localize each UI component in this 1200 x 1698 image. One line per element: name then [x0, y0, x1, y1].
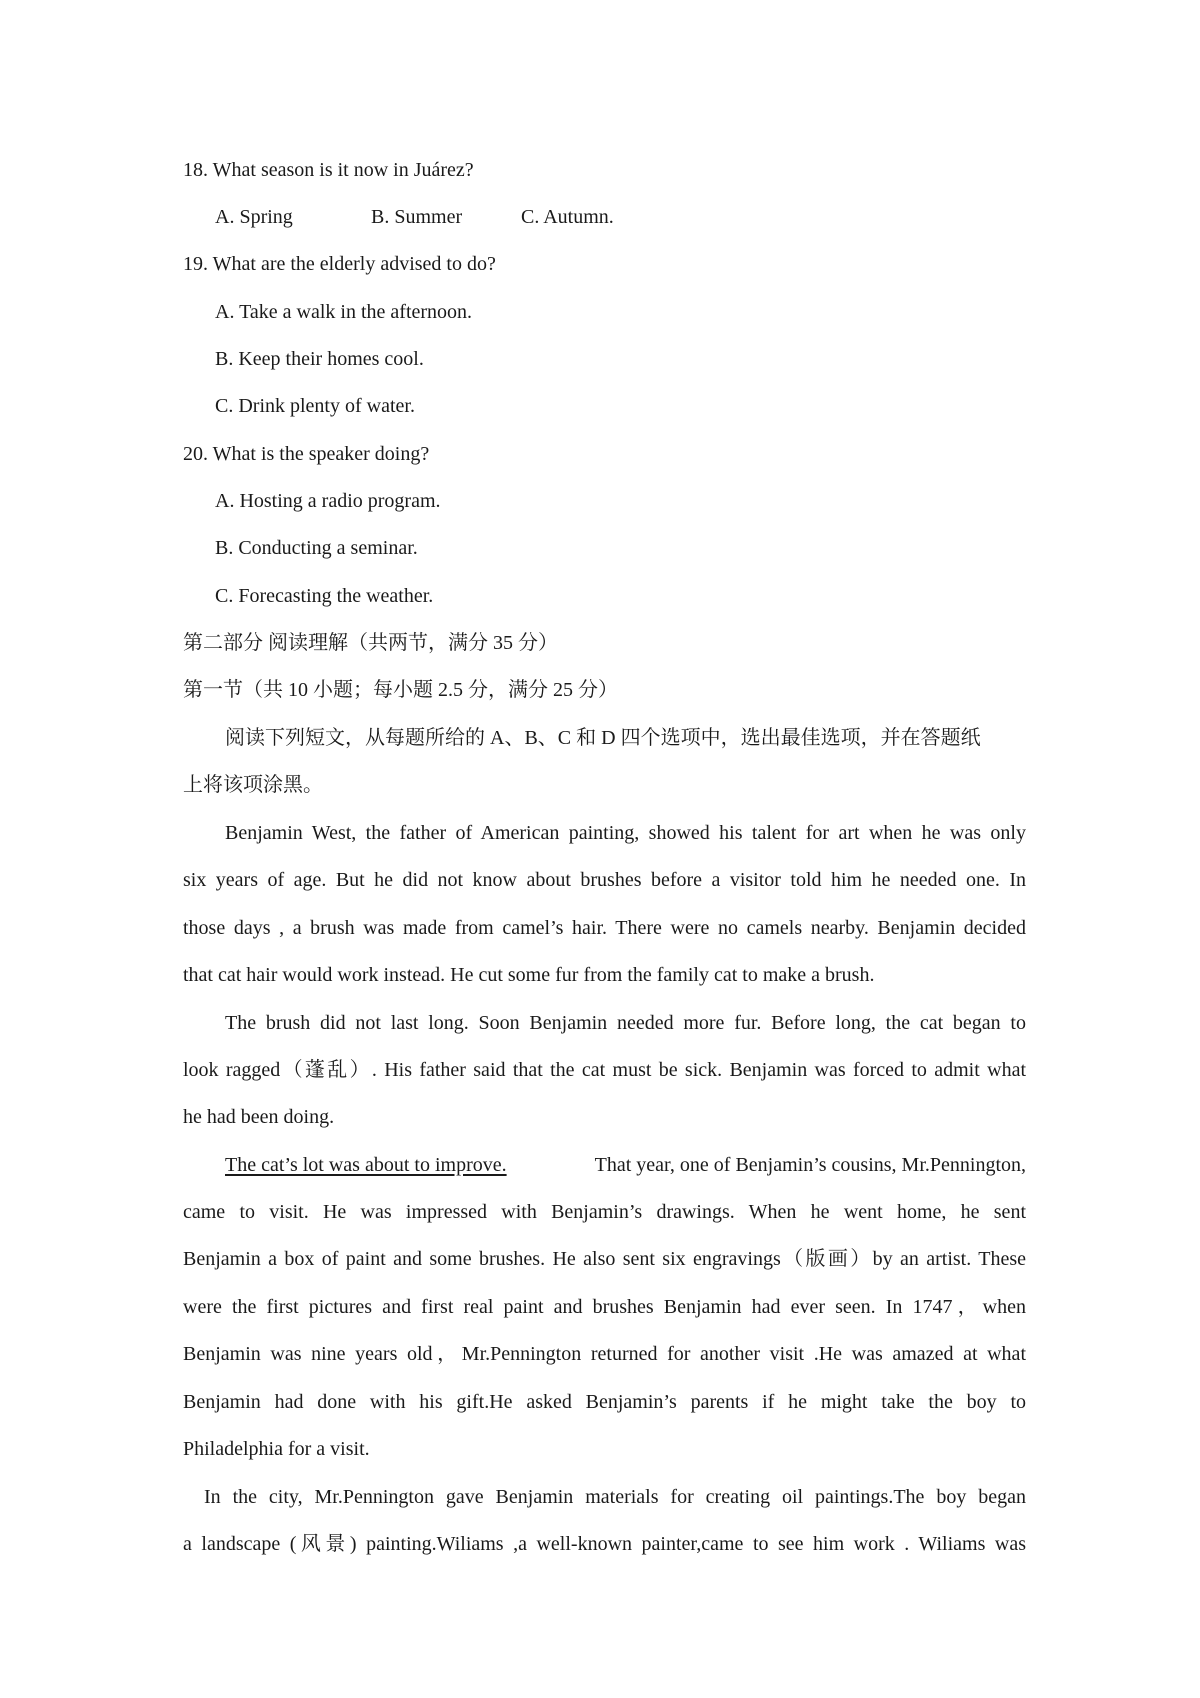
q19-option-c: C. Drink plenty of water.: [215, 395, 415, 417]
instruction-line-1: 阅读下列短文，从每题所给的 A、B、C 和 D 四个选项中，选出最佳选项，并在答题纸: [225, 727, 981, 749]
question-20: 20. What is the speaker doing?: [183, 443, 430, 465]
paragraph-3-line-5: Benjamin was nine years old，Mr.Pennington returned for another visit .He was amazed at what: [183, 1343, 1026, 1365]
paragraph-2-line-1: The brush did not last long. Soon Benjamin needed more fur. Before long, the cat began to: [225, 1012, 1026, 1034]
paragraph-4-line-2: a landscape (风景) painting.Wiliams ,a well-known painter,came to see him work . Wiliams was: [183, 1533, 1026, 1555]
q19-option-b: B. Keep their homes cool.: [215, 348, 424, 370]
paragraph-1-line-2: six years of age. But he did not know about brushes before a visitor told him he needed one. In: [183, 869, 1026, 891]
instruction-line-2: 上将该项涂黑。: [183, 774, 323, 796]
question-19: 19. What are the elderly advised to do?: [183, 253, 496, 275]
paragraph-2-line-2: look ragged（蓬乱）. His father said that the cat must be sick. Benjamin was forced to admit what: [183, 1059, 1026, 1081]
q18-option-a: A. Spring: [215, 206, 293, 228]
paragraph-3-line-4: were the first pictures and first real paint and brushes Benjamin had ever seen. In 1747，when: [183, 1296, 1026, 1318]
q19-option-a: A. Take a walk in the afternoon.: [215, 301, 473, 323]
paragraph-3-line-7: Philadelphia for a visit.: [183, 1438, 370, 1460]
q18-option-c: C. Autumn.: [521, 206, 614, 228]
q20-option-c: C. Forecasting the weather.: [215, 585, 434, 607]
paragraph-3-line-1-rest: That year, one of Benjamin’s cousins, Mr.Pennington,: [594, 1154, 1026, 1176]
part-two-title: 第二部分 阅读理解（共两节，满分 35 分）: [183, 632, 558, 654]
q18-option-b: B. Summer: [371, 206, 463, 228]
question-18-options: [215, 204, 614, 230]
paragraph-3-line-2: came to visit. He was impressed with Benjamin’s drawings. When he went home, he sent: [183, 1201, 1026, 1223]
paragraph-3-line-1: [225, 1152, 1026, 1178]
q20-option-b: B. Conducting a seminar.: [215, 537, 418, 559]
paragraph-3-line-3: Benjamin a box of paint and some brushes. He also sent six engravings（版画）by an artist. These: [183, 1248, 1026, 1270]
paragraph-3-line-6: Benjamin had done with his gift.He asked Benjamin’s parents if he might take the boy to: [183, 1391, 1026, 1413]
question-18: 18. What season is it now in Juárez?: [183, 159, 474, 181]
q20-option-a: A. Hosting a radio program.: [215, 490, 441, 512]
section-one-title: 第一节（共 10 小题；每小题 2.5 分，满分 25 分）: [183, 679, 618, 701]
paragraph-1-line-3: those days , a brush was made from camel’s hair. There were no camels nearby. Benjamin decided: [183, 917, 1026, 939]
underlined-sentence: The cat’s lot was about to improve.: [225, 1154, 507, 1176]
paragraph-4-line-1: In the city, Mr.Pennington gave Benjamin materials for creating oil paintings.The boy began: [204, 1486, 1026, 1508]
paragraph-1-line-4: that cat hair would work instead. He cut some fur from the family cat to make a brush.: [183, 964, 875, 986]
paragraph-2-line-3: he had been doing.: [183, 1106, 335, 1128]
paragraph-1-line-1: Benjamin West, the father of American painting, showed his talent for art when he was only: [225, 822, 1026, 844]
